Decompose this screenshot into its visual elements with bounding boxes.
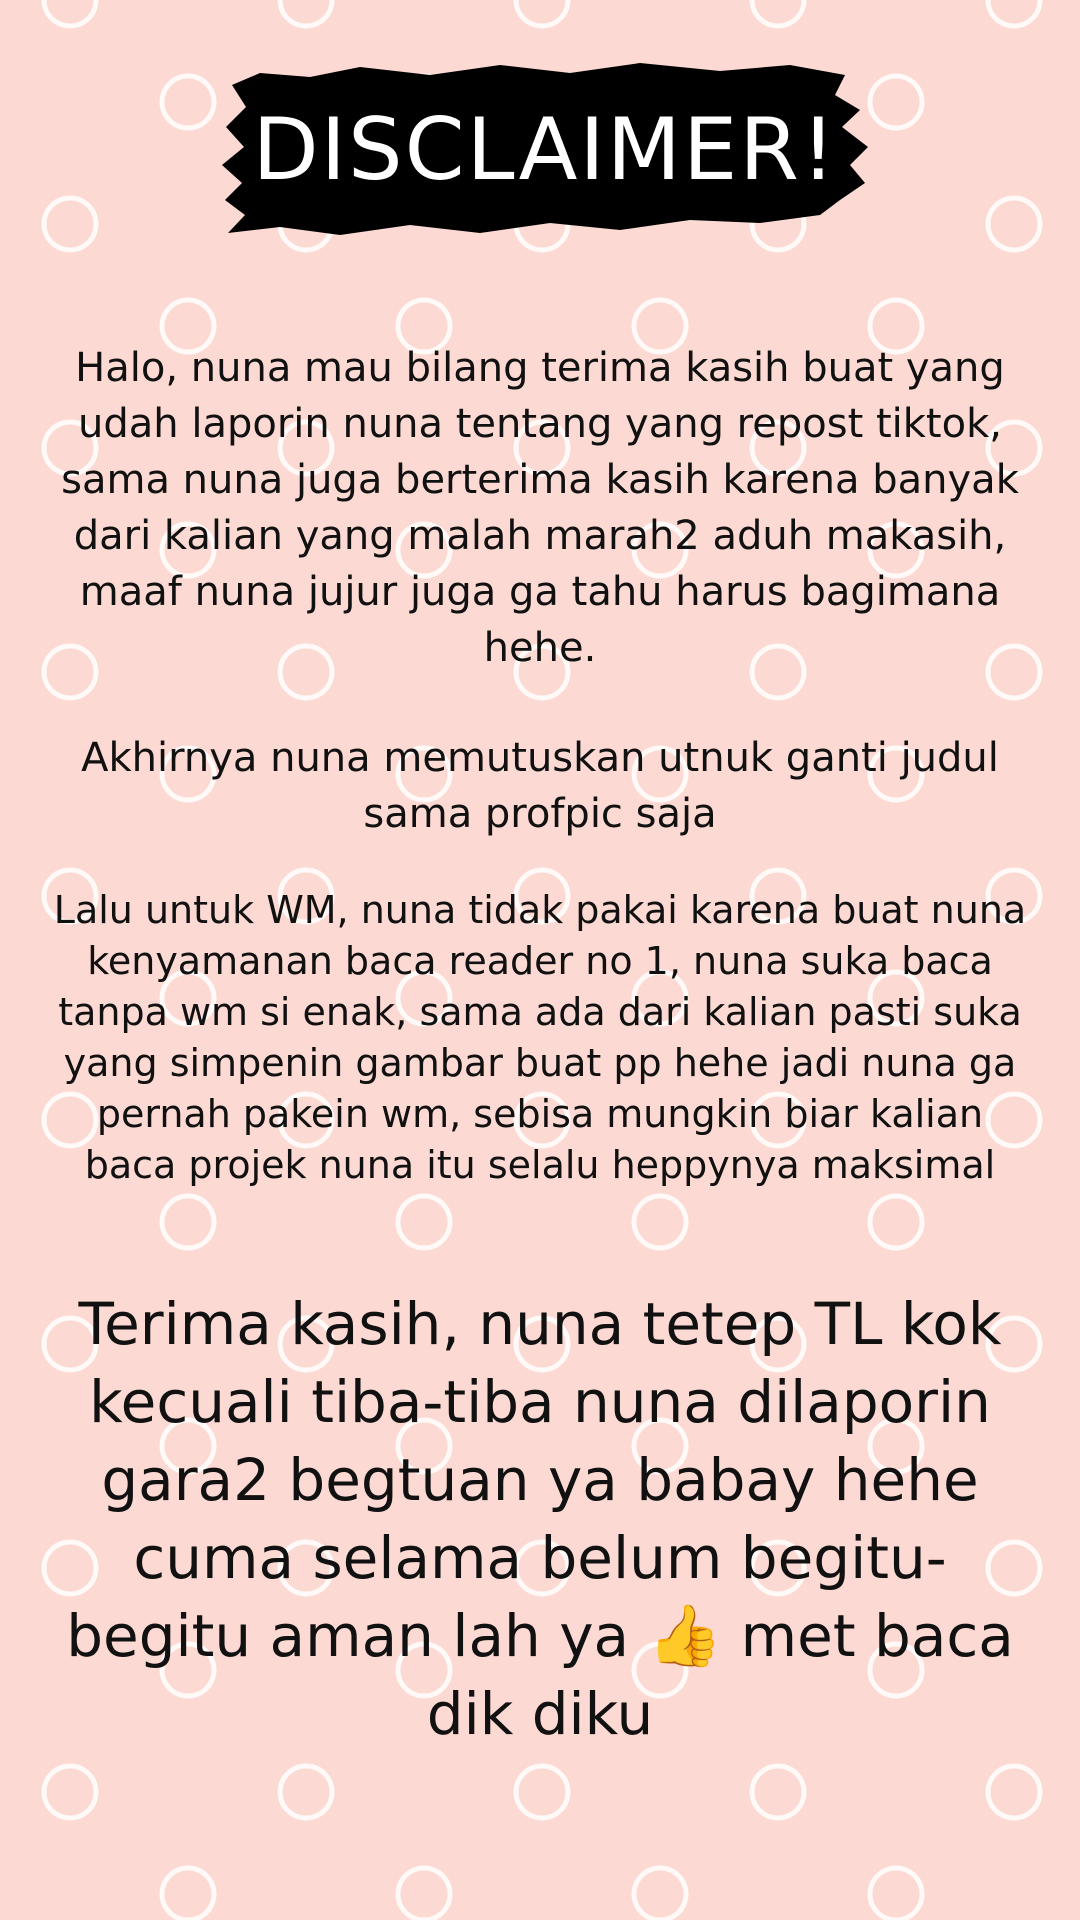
paragraph-thanks: Halo, nuna mau bilang terima kasih buat yang udah laporin nuna tentang yang repost tiktok, sama nuna juga berterima kasih karena banyak dari kalian yang malah marah2 aduh makasih, maaf nuna jujur juga ga tahu harus bagimana hehe.	[61, 345, 1019, 671]
closing-text-after: met baca dik diku	[426, 1602, 1014, 1748]
closing-text-before: Terima kasih, nuna tetep TL kok kecuali tiba-tiba nuna dilaporin gara2 begtuan ya babay hehe cuma selama belum begitu-begitu aman lah ya	[66, 1290, 1002, 1670]
paragraph-watermark: Lalu untuk WM, nuna tidak pakai karena buat nuna kenyamanan baca reader no 1, nuna suka baca tanpa wm si enak, sama ada dari kalian pasti suka yang simpenin gambar buat pp hehe jadi nuna ga pernah pakein wm, sebisa mungkin biar kalian baca projek nuna itu selalu heppynya maksimal	[53, 888, 1027, 1187]
title-banner	[220, 55, 870, 245]
thumbs-up-icon: 👍	[647, 1601, 723, 1671]
page-title: DISCLAIMER!	[252, 100, 838, 200]
paragraph-decision: Akhirnya nuna memutuskan utnuk ganti judul sama profpic saja	[81, 735, 999, 837]
paragraph-closing	[50, 1285, 1030, 1753]
